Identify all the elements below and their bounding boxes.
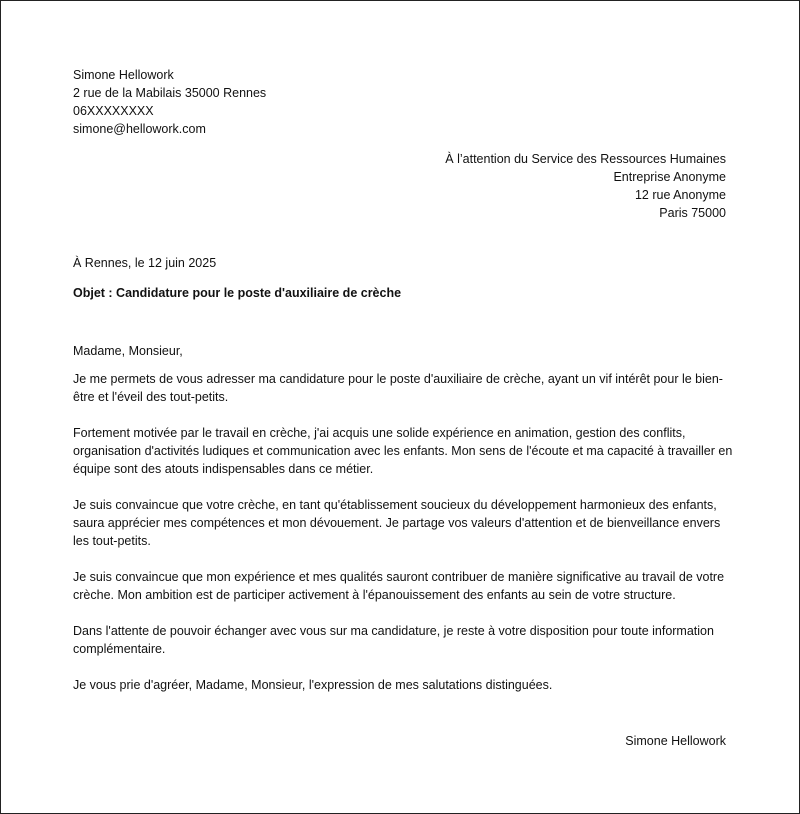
recipient-street: 12 rue Anonyme: [634, 188, 726, 202]
letter-signature: Simone Hellowork: [625, 734, 726, 748]
sender-block: [73, 66, 266, 138]
recipient-company: Entreprise Anonyme: [613, 170, 726, 184]
letter-body: [73, 342, 733, 712]
letter-subject: Objet : Candidature pour le poste d'auxiliaire de crèche: [73, 286, 402, 300]
body-paragraph: Je me permets de vous adresser ma candidature pour le poste d'auxiliaire de crèche, ayant un vif intérêt pour le bien-être et l'éveil des tout-petits.: [73, 372, 723, 404]
sender-email: simone@hellowork.com: [73, 122, 206, 136]
letter-date: À Rennes, le 12 juin 2025: [73, 256, 217, 270]
recipient-attention: À l’attention du Service des Ressources Humaines: [445, 152, 726, 166]
body-paragraph: Je suis convaincue que mon expérience et mes qualités sauront contribuer de manière significative au travail de votre crèche. Mon ambition est de participer activement à l'épanouissement des enfants au sein de votre structure.: [73, 570, 725, 602]
closing-paragraph: Je vous prie d'agréer, Madame, Monsieur, l'expression de mes salutations distinguées.: [73, 678, 553, 692]
sender-phone: 06XXXXXXXX: [73, 104, 154, 118]
recipient-city: Paris 75000: [659, 206, 726, 220]
letter-greeting: Madame, Monsieur,: [73, 344, 183, 358]
sender-address: 2 rue de la Mabilais 35000 Rennes: [73, 86, 267, 100]
sender-name: Simone Hellowork: [73, 68, 174, 82]
body-paragraph: Dans l'attente de pouvoir échanger avec vous sur ma candidature, je reste à votre disposition pour toute information complémentaire.: [73, 624, 714, 656]
recipient-block: [445, 150, 726, 222]
body-paragraph: Fortement motivée par le travail en crèche, j'ai acquis une solide expérience en animation, gestion des conflits, organisation d'activités ludiques et communication avec les enfants. Mon sens de l'écoute et ma capacité à travailler en équipe sont des atouts indispensables dans ce métier.: [73, 426, 733, 476]
body-paragraph: Je suis convaincue que votre crèche, en tant qu'établissement soucieux du développement harmonieux des enfants, saura apprécier mes compétences et mon dévouement. Je partage vos valeurs d'attention et de bienveillance envers les tout-petits.: [73, 498, 721, 548]
